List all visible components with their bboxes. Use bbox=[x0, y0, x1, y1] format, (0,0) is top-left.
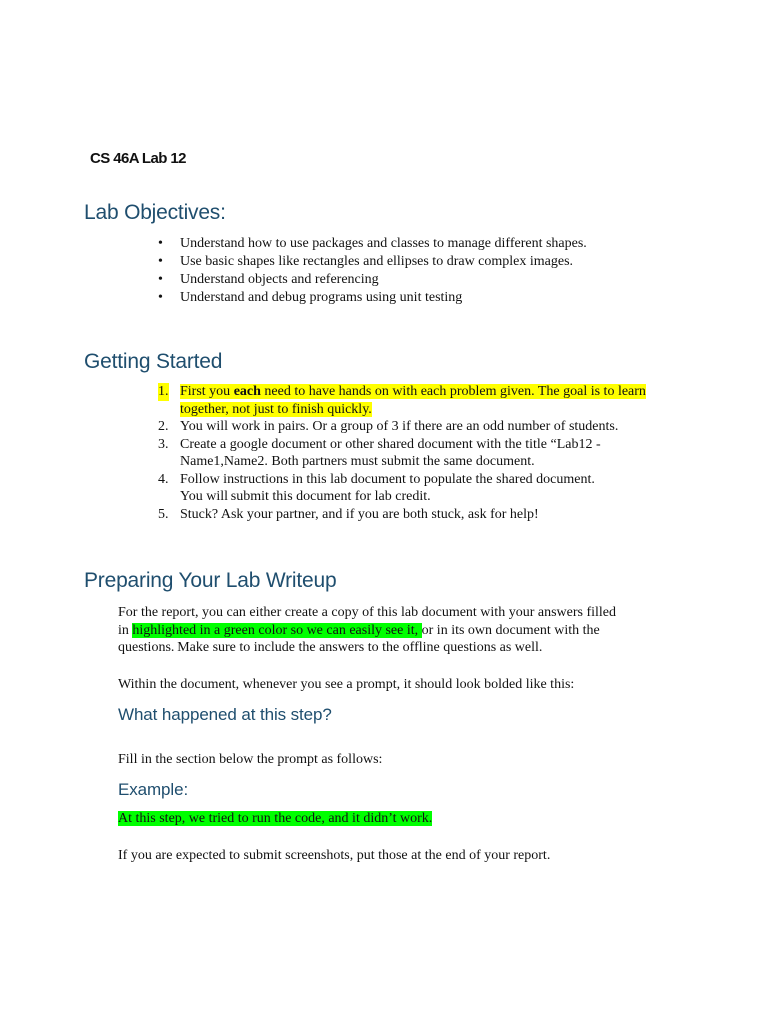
step-text-line: You will submit this document for lab credit. bbox=[180, 489, 431, 504]
writeup-paragraph-4: If you are expected to submit screenshots, put those at the end of your report. bbox=[118, 848, 551, 863]
step-text-line: Stuck? Ask your partner, and if you are both stuck, ask for help! bbox=[180, 506, 539, 522]
step-number: 1. bbox=[158, 384, 169, 399]
emphasis-each: each bbox=[233, 384, 261, 399]
step-item bbox=[158, 418, 690, 436]
step-item bbox=[158, 506, 690, 524]
step-item bbox=[158, 471, 690, 506]
step-item bbox=[158, 436, 690, 471]
writeup-paragraph-2: Within the document, whenever you see a prompt, it should look bolded like this: bbox=[118, 677, 575, 692]
green-highlight-answer: At this step, we tried to run the code, and it didn’t work. bbox=[118, 811, 433, 826]
step-item bbox=[158, 383, 690, 418]
step-text-line: You will work in pairs. Or a group of 3 if there are an odd number of students. bbox=[180, 419, 619, 434]
step-number: 3. bbox=[158, 436, 169, 452]
example-heading: Example: bbox=[118, 780, 189, 799]
lab-writeup-heading: Preparing Your Lab Writeup bbox=[84, 569, 337, 592]
lab-objectives-heading: Lab Objectives: bbox=[84, 201, 226, 224]
step-number: 2. bbox=[158, 419, 169, 434]
getting-started-heading: Getting Started bbox=[84, 350, 223, 373]
objectives-list bbox=[180, 235, 587, 307]
prompt-example-heading: What happened at this step? bbox=[118, 705, 332, 724]
step-text-line: together, not just to finish quickly. bbox=[180, 401, 372, 417]
green-highlight: highlighted in a green color so we can easily see it, bbox=[132, 622, 422, 638]
step-text-line: First you each need to have hands on with each problem given. The goal is to learn bbox=[180, 384, 646, 399]
objective-item: • Understand objects and referencing bbox=[180, 271, 587, 289]
step-number: 4. bbox=[158, 471, 169, 487]
objective-item: • Understand and debug programs using unit testing bbox=[180, 289, 587, 307]
objective-item: • Understand how to use packages and classes to manage different shapes. bbox=[180, 235, 587, 253]
objective-item: • Use basic shapes like rectangles and ellipses to draw complex images. bbox=[180, 253, 587, 271]
writeup-paragraph-1: For the report, you can either create a copy of this lab document with your answers filled in highlighted in a green color so we can easily see it, or in its own document with the questions. Make sure to include the answers to the offline questions as well. bbox=[118, 605, 617, 655]
step-text-line: Name1,Name2. Both partners must submit the same document. bbox=[180, 454, 535, 469]
document-title: CS 46A Lab 12 bbox=[90, 150, 186, 167]
writeup-paragraph-3: Fill in the section below the prompt as follows: bbox=[118, 752, 383, 767]
step-text-line: Follow instructions in this lab document to populate the shared document. bbox=[180, 471, 595, 487]
getting-started-list bbox=[158, 383, 690, 523]
step-number: 5. bbox=[158, 506, 169, 522]
example-answer bbox=[118, 810, 648, 828]
step-text-line: Create a google document or other shared document with the title “Lab12 - bbox=[180, 436, 601, 452]
